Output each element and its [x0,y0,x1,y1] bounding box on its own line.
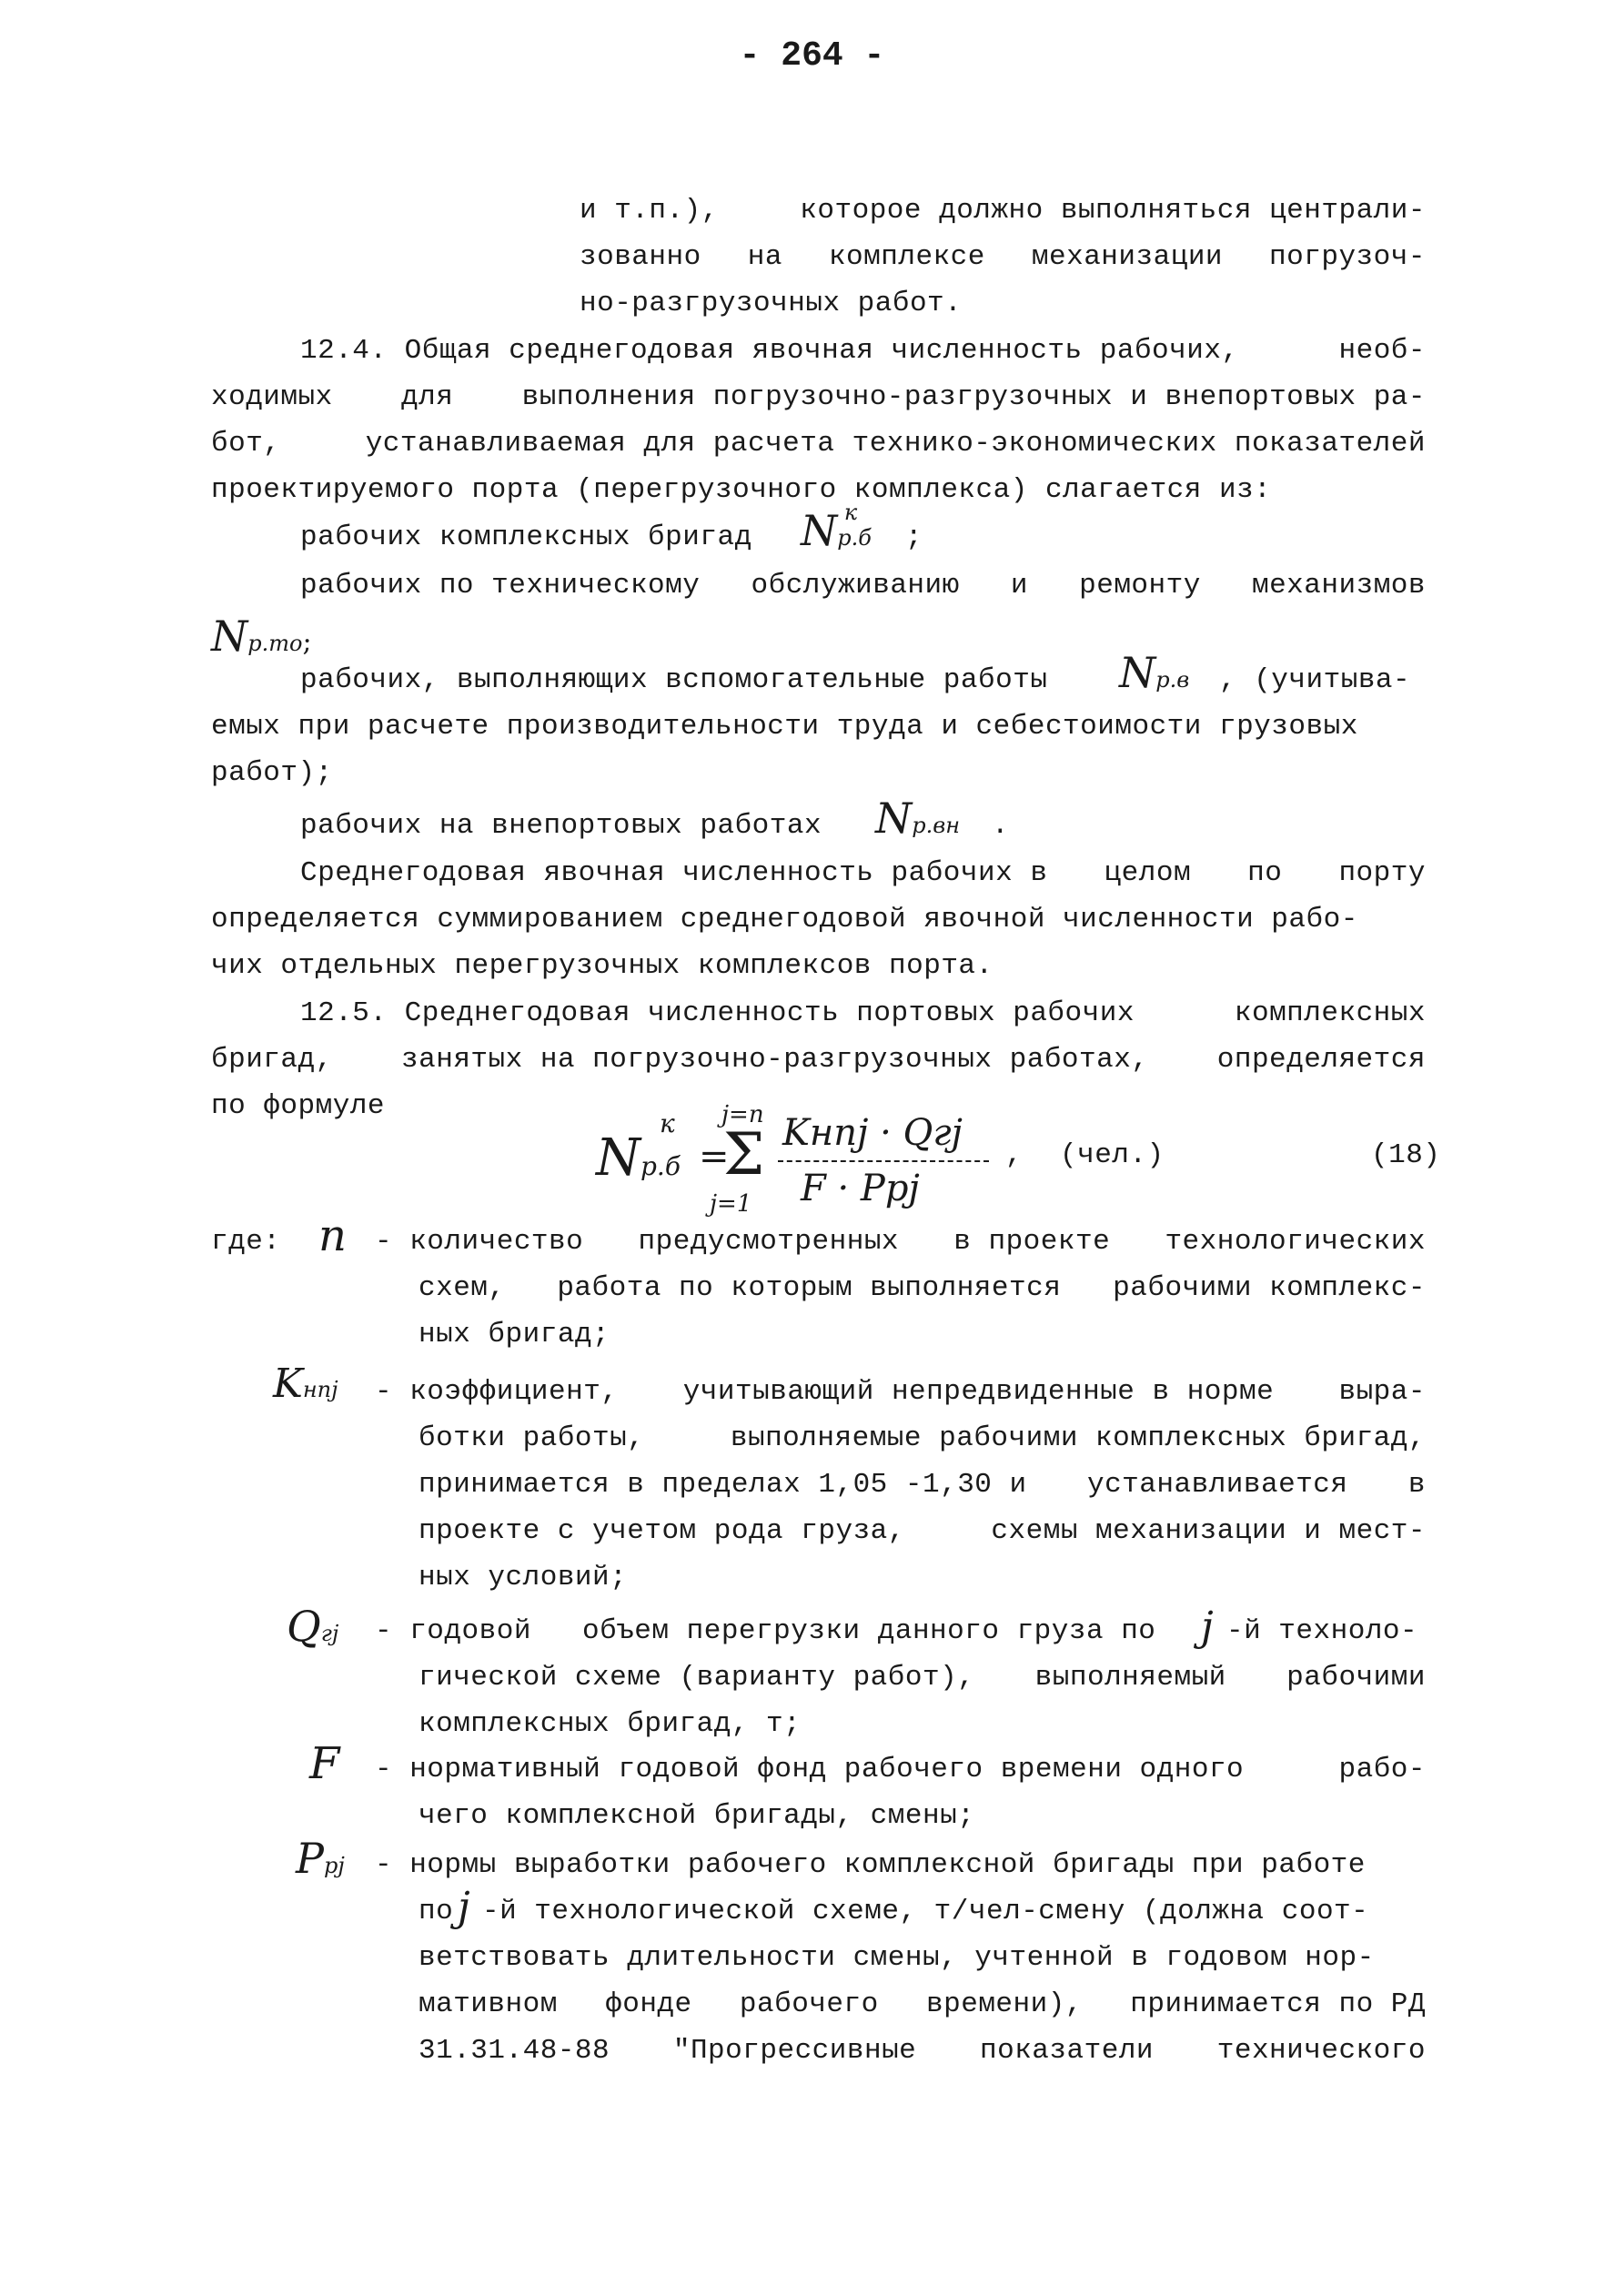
text-line: проектируемого порта (перегрузочного комплекса) слагается из: [211,474,1272,506]
text-line [300,333,1426,369]
text-line: ; [905,521,923,553]
word: - нормы выработки рабочего комплексной бригады при работе [375,1849,1366,1881]
word: ветствовать длительности смены, учтенной в годовом нор- [419,1942,1375,1974]
word: технологических [1165,1226,1426,1258]
text-line: по формуле [211,1090,386,1122]
symbol-f: F [309,1738,340,1789]
text-line [211,1042,1426,1078]
text-line: - годовой [375,1615,531,1647]
text-line [375,1752,1426,1788]
word: погрузоч- [1269,241,1426,273]
text-line [375,1847,1426,1884]
text-line [300,996,1426,1032]
word: Среднегодовая явочная численность рабочих в [300,857,1048,889]
page-number: - 264 - [739,36,885,76]
word: порту [1338,857,1426,889]
word: предусмотренных [638,1226,900,1258]
word: в [1407,1469,1426,1501]
word: комплексных [1234,997,1426,1029]
symbol-superscript: к [843,500,858,525]
symbol-n: n [318,1210,347,1261]
text-line [300,568,1426,604]
text-line [300,855,1426,892]
text-line [580,193,1426,229]
word: комплексе [828,241,985,273]
text-line: . [992,810,1010,842]
text-line: ных бригад; [419,1319,610,1350]
word: выра- [1338,1376,1426,1408]
word: работа по которым выполняется [557,1272,1062,1304]
text-line [419,2033,1426,2069]
text-line: но-разгрузочных работ. [580,288,963,319]
word: которое должно выполняться централи- [800,195,1426,227]
text-line: ных условий; [419,1562,628,1593]
symbol-n-rv: Nр.в [1119,648,1190,697]
word: выполняемый [1034,1662,1226,1694]
word: 12.4. Общая среднегодовая явочная численность рабочих, [300,335,1239,367]
symbol-q-gj: Qгj [287,1602,339,1651]
word: на [747,241,782,273]
word: устанавливаемая для расчета технико-экономических показателей [365,428,1426,460]
formula-number: (18) [1371,1139,1441,1171]
text-line [211,379,1426,416]
formula-fraction-bar [778,1160,989,1162]
symbol-punct: ; [302,626,312,658]
symbol-p-rj: Pрj [296,1834,345,1883]
formula-lhs-base: N [596,1128,641,1188]
word: по [1247,857,1283,889]
text-line [211,902,1426,938]
word: 31.31.48-88 [419,2035,610,2067]
word: определяется [1216,1044,1426,1076]
word: бот, [211,428,281,460]
word: целом [1104,857,1192,889]
text-line: чего комплексной бригады, смены; [419,1800,975,1832]
formula-lhs-subscript: р.б [641,1151,681,1181]
word: механизации [1031,241,1224,273]
word: выполняемые рабочими комплексных бригад, [730,1422,1426,1454]
word: зованно [580,241,701,273]
text-line [211,426,1426,462]
word: бригад, [211,1044,333,1076]
word: принимается в пределах 1,05 -1,30 и [419,1469,1027,1501]
word: и т.п.), [580,195,719,227]
text-line [419,1421,1426,1457]
word: занятых на погрузочно-разгрузочных работах, [401,1044,1149,1076]
word: проекте с учетом рода груза, [419,1515,905,1547]
text-line [419,1660,1426,1696]
word: механизмов [1251,570,1426,602]
word: технического [1216,2035,1426,2067]
word: - коэффициент, [375,1376,619,1408]
text-line [419,1940,1426,1977]
word: выполнения погрузочно-разгрузочных и внепортовых ра- [521,381,1426,413]
symbol-k-npj: Kнпj [273,1361,338,1407]
formula-lhs-superscript: к [660,1108,675,1138]
word: "Прогрессивные [672,2035,917,2067]
formula-comma: , [1005,1139,1024,1171]
formula-sum-lower: j=1 [710,1190,752,1218]
word: определяется суммированием среднегодовой явочной численности рабо- [211,904,1358,936]
symbol-subscript: р.б [837,525,872,551]
word: 12.5. Среднегодовая численность портовых рабочих [300,997,1135,1029]
word: схемы механизации и мест- [991,1515,1426,1547]
text-line: работ); [211,757,333,789]
formula-equals: = [699,1136,730,1178]
word: показатели [980,2035,1155,2067]
symbol-j: j [458,1884,470,1930]
word: мативном [419,1988,558,2020]
text-line [580,239,1426,276]
word: схем, [419,1272,506,1304]
word: для [401,381,454,413]
text-line: чих отдельных перегрузочных комплексов порта. [211,950,994,982]
text-line: -й техноло- [1226,1615,1418,1647]
word: фонде [605,1988,692,2020]
word: - количество [375,1226,584,1258]
text-line: комплексных бригад, т; [419,1708,802,1740]
word: обслуживанию [751,570,960,602]
word: учитывающий непредвиденные в норме [682,1376,1275,1408]
text-line [419,1270,1426,1307]
text-line: рабочих, выполняющих вспомогательные работы [300,664,1048,696]
text-line [419,1987,1426,2023]
text-line: по [419,1896,454,1927]
word: - нормативный годовой фонд рабочего времени одного [375,1754,1245,1785]
text-line: , (учитыва- [1219,664,1411,696]
word: рабочего [739,1988,879,2020]
symbol-n-rb-k [801,500,884,555]
symbol-n-rto: Nр.то; [211,612,312,661]
word: ремонту [1079,570,1201,602]
word: рабо- [1338,1754,1426,1785]
word: ходимых [211,381,333,413]
text-line [375,1374,1426,1411]
word: рабочими [1286,1662,1426,1694]
symbol-j: j [1201,1603,1214,1650]
word: принимается по РД [1130,1988,1426,2020]
word: ботки работы, [419,1422,645,1454]
formula-sigma: Σ [723,1121,765,1189]
word: и [1010,570,1028,602]
formula-denominator: F · Pрj [801,1168,920,1209]
text-line [419,1513,1426,1550]
word: в проекте [953,1226,1111,1258]
text-line: -й технологической схеме, т/чел-смену (должна соот- [482,1896,1369,1927]
text-line: объем перегрузки данного груза по [582,1615,1156,1647]
formula-sum-upper: j=n [721,1101,764,1128]
where-label: где: [211,1226,281,1258]
text-line: рабочих комплексных бригад [300,521,752,553]
word: времени), [926,1988,1083,2020]
formula-unit: (чел.) [1060,1139,1165,1171]
word: рабочих по техническому [300,570,701,602]
symbol-n-rvn: Nр.вн [875,794,961,843]
word: рабочими комплекс- [1113,1272,1426,1304]
formula-numerator: Kнпj · Qгj [782,1112,963,1154]
text-line: рабочих на внепортовых работах [300,810,822,842]
word: необ- [1338,335,1426,367]
text-line [375,1224,1426,1260]
word: устанавливается [1086,1469,1348,1501]
text-line [419,1467,1426,1503]
text-line [211,709,1426,745]
word: емых при расчете производительности труда и себестоимости грузовых [211,711,1358,743]
word: гической схеме (варианту работ), [419,1662,975,1694]
symbol-base: N [801,506,838,555]
